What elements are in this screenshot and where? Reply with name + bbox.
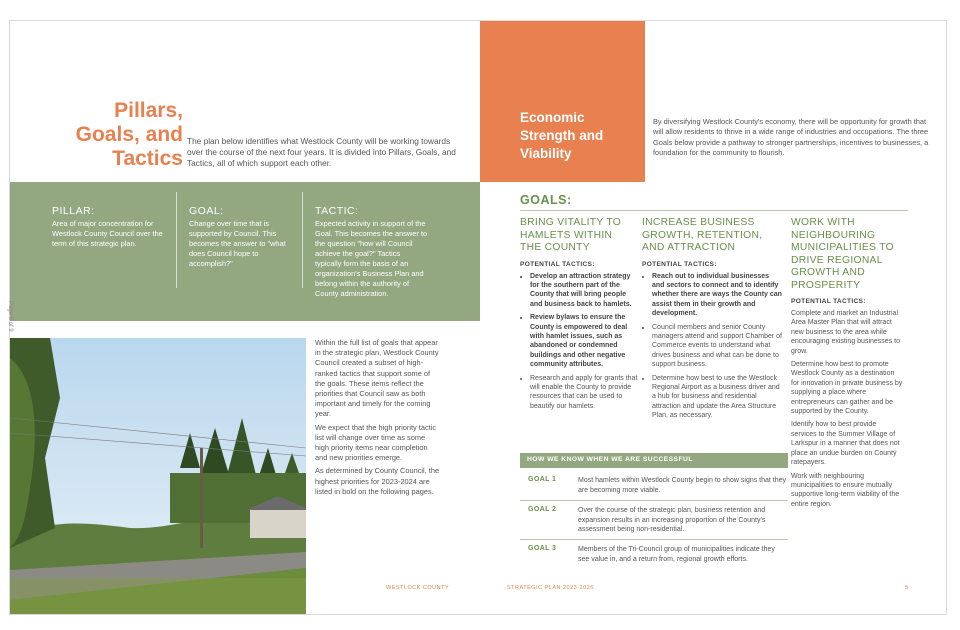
goal-title-line: THE COUNTY bbox=[520, 242, 590, 253]
success-row bbox=[520, 476, 788, 500]
success-goal-label: GOAL 3 bbox=[528, 545, 557, 552]
tactic-heading: TACTIC: bbox=[315, 205, 359, 217]
title-line: Pillars, bbox=[114, 99, 183, 122]
page-title bbox=[65, 99, 183, 171]
success-goal-text: Members of the Tri-Council group of municipalities indicate they see value in, and a return from, regional growth efforts. bbox=[578, 546, 775, 563]
goal-title-line: HAMLETS WITHIN bbox=[520, 229, 613, 241]
goal-heading: GOAL: bbox=[189, 205, 224, 217]
pillar-title-line: Viability bbox=[520, 146, 572, 161]
potential-tactics-label: POTENTIAL TACTICS: bbox=[642, 260, 717, 268]
goal-1-column bbox=[520, 217, 638, 415]
document-spread bbox=[9, 20, 947, 615]
goal-1-title bbox=[520, 217, 638, 255]
divider bbox=[520, 210, 908, 211]
priority-explanation bbox=[315, 338, 440, 500]
success-row bbox=[520, 545, 788, 569]
goal-2-title bbox=[642, 217, 782, 255]
goals-heading: GOALS: bbox=[520, 193, 572, 207]
pillar-title-line: Economic bbox=[520, 110, 585, 125]
divider bbox=[176, 192, 177, 288]
tactic-item: Determine how best to promote Westlock County as a destination for innovation in private business by supplying a place where entrepreneurs can gather and be supported by the County. bbox=[791, 361, 903, 416]
goal-title-line: INCREASE BUSINESS bbox=[642, 217, 755, 228]
tactic-item: Work with neighbouring municipalities to ensure mutually supportive long-term viability of the entire region. bbox=[791, 472, 900, 508]
pillar-title bbox=[520, 109, 603, 163]
goal-title-line: AND ATTRACTION bbox=[642, 242, 736, 253]
pillar-definition: Area of major concentration for Westlock County Council over the term of this strategic plan. bbox=[52, 219, 163, 248]
pillar-title-block bbox=[480, 21, 645, 182]
divider bbox=[302, 192, 303, 288]
goal-definition: Change over time that is supported by Council. This becomes the answer to "what does Council hope to accomplish?" bbox=[189, 219, 286, 268]
tactic-item: • Council members and senior County managers attend and support Chamber of Commerce events to understand what drives business and what can be done to support business. bbox=[652, 323, 782, 370]
goal-title-line: WORK WITH bbox=[791, 217, 855, 228]
tactic-item: • Develop an attraction strategy for the southern part of the County that will bring people and business back to hamlets. bbox=[530, 272, 638, 310]
goal-title-line: GROWTH AND bbox=[791, 267, 865, 278]
pillar-heading: PILLAR: bbox=[52, 205, 95, 217]
tactics-list bbox=[520, 272, 638, 412]
goal-title-line: PROSPERITY bbox=[791, 279, 861, 291]
definitions-band bbox=[10, 182, 480, 321]
intro-paragraph: The plan below identifies what Westlock County will be working towards over the course of the next four years. It is divided into Pillars, Goals, and Tactics, all of which support each other. bbox=[187, 136, 456, 168]
tactic-definition: Expected activity in support of the Goal. This becomes the answer to the question "how will Council achieve the goal?" Tactics typically form the basis of an organization's Business Plan and belong within the authority of County administration. bbox=[315, 219, 428, 298]
body-paragraph: We expect that the high priority tactic list will change over time as some high priority items near completion and new priorities emerge. bbox=[315, 422, 437, 463]
tactic-item: • Review bylaws to ensure the County is empowered to deal with hamlet issues, such as abandoned or condemned buildings and other negative community attributes. bbox=[530, 313, 638, 369]
pillar-intro: By diversifying Westlock County's economy, there will be opportunity for growth that will allow residents to thrive in a wide range of industries and occupations. The three Goals below provide a pathway to stronger partnerships, incentives to businesses, a foundation for the community to flourish. bbox=[653, 117, 929, 157]
success-heading-bar bbox=[520, 453, 788, 468]
goal-title-line: DRIVE REGIONAL bbox=[791, 254, 883, 266]
success-goal-text: Over the course of the strategic plan, business retention and expansion results in an increasing proportion of the County's assessment being non-residential. bbox=[578, 507, 766, 534]
tactic-item: • Determine how best to use the Westlock Regional Airport as a business driver and a hub for business and residential attraction and update the Area Structure Plan, as necessary. bbox=[652, 374, 782, 421]
potential-tactics-label: POTENTIAL TACTICS: bbox=[520, 260, 595, 268]
tactic-item: Complete and market an Industrial Area Master Plan that will attract new business to the area while encouraging existing businesses to grow. bbox=[791, 310, 900, 355]
goal-3-column bbox=[791, 217, 903, 509]
title-line: Goals, and bbox=[75, 123, 183, 146]
goal-3-title bbox=[791, 217, 903, 292]
potential-tactics-label: POTENTIAL TACTICS: bbox=[791, 298, 866, 305]
tactic-item: Identify how to best provide services to the Summer Village of Larkspur in a manner that does not place an undue burden on County ratepayers. bbox=[791, 421, 900, 467]
pillar-title-line: Strength and bbox=[520, 128, 604, 143]
body-paragraph: As determined by County Council, the highest priorities for 2023-2024 are listed in bold on the following pages. bbox=[315, 466, 440, 496]
goal-title-line: NEIGHBOURING bbox=[791, 229, 876, 241]
goal-2-column bbox=[642, 217, 782, 425]
success-goal-label: GOAL 1 bbox=[528, 476, 557, 483]
page-indicator: Page 5 of 9 bbox=[7, 301, 13, 332]
body-paragraph: Within the full list of goals that appear in the strategic plan, Westlock County Council created a subset of high-ranked tactics that support some of the goals. These items reflect the priorities that Council saw as both important and timely for the coming year. bbox=[315, 338, 439, 419]
landscape-illustration bbox=[10, 338, 306, 614]
success-row bbox=[520, 506, 788, 540]
tactic-item: • Research and apply for grants that will enable the County to provide resources that can be used to beautify our hamlets. bbox=[530, 374, 638, 412]
tactics-list bbox=[791, 309, 903, 509]
divider bbox=[520, 500, 788, 501]
success-heading: HOW WE KNOW WHEN WE ARE SUCCESSFUL bbox=[527, 456, 693, 463]
success-goal-label: GOAL 2 bbox=[528, 506, 557, 513]
landscape-photo bbox=[10, 338, 306, 614]
right-footer: STRATEGIC PLAN 2023-2026 bbox=[507, 585, 594, 591]
tactics-list bbox=[642, 272, 782, 421]
left-footer: WESTLOCK COUNTY bbox=[386, 585, 450, 591]
goal-title-line: BRING VITALITY TO bbox=[520, 217, 622, 228]
success-goal-text: Most hamlets within Westlock County begin to show signs that they are becoming more viable. bbox=[578, 477, 787, 494]
divider bbox=[520, 539, 788, 540]
title-line: Tactics bbox=[112, 147, 183, 170]
goal-title-line: GROWTH, RETENTION, bbox=[642, 229, 763, 241]
tactic-item: • Reach out to individual businesses and sectors to connect and to identify whether there are ways the County can assist them in their growth and development. bbox=[652, 272, 782, 319]
goal-title-line: MUNICIPALITIES TO bbox=[791, 242, 894, 253]
page-number: 5 bbox=[905, 585, 909, 591]
